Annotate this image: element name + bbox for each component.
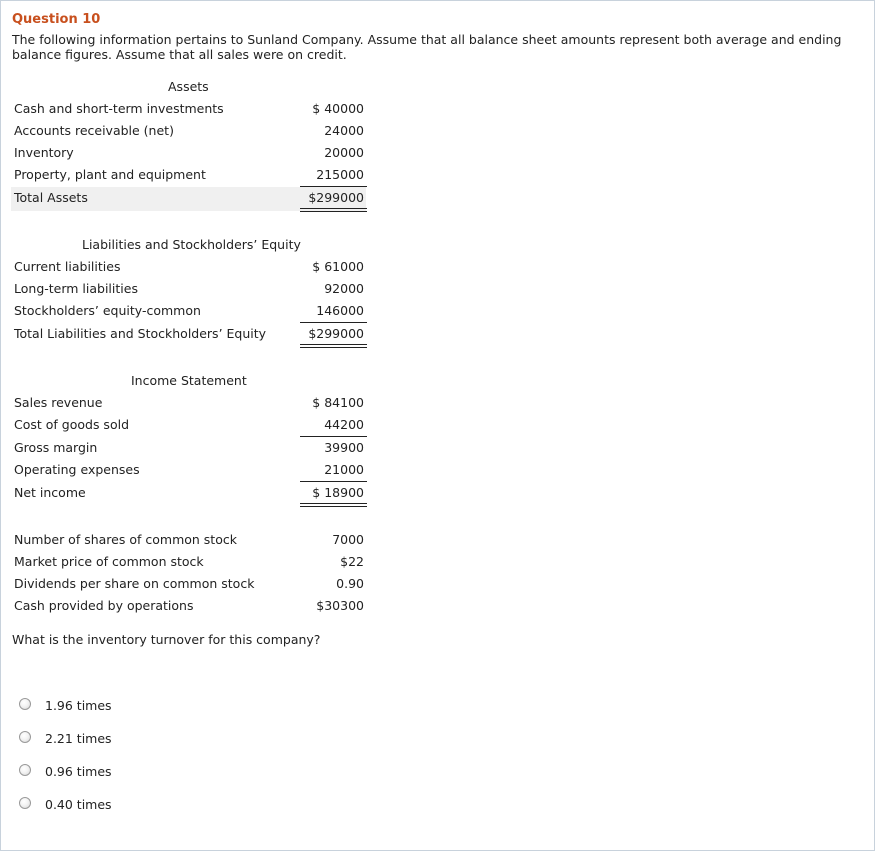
option-radio[interactable] [19, 698, 31, 710]
other-row-label: Dividends per share on common stock [14, 576, 255, 591]
total-double-rule [300, 503, 367, 507]
assets-row-label: Accounts receivable (net) [14, 123, 174, 138]
other-row-label: Market price of common stock [14, 554, 204, 569]
assets-row-label: Cash and short-term investments [14, 101, 224, 116]
liabilities-row-value: 92000 [324, 281, 364, 296]
subtotal-rule [300, 322, 367, 323]
income-row-value: $ 84100 [312, 395, 364, 410]
liabilities-row-label: Current liabilities [14, 259, 121, 274]
assets-row-value: 215000 [316, 167, 364, 182]
total-double-rule [300, 344, 367, 348]
assets-row-value: 20000 [324, 145, 364, 160]
question-prompt: What is the inventory turnover for this company? [12, 632, 321, 647]
income-header: Income Statement [131, 373, 247, 388]
liabilities-row-value: 146000 [316, 303, 364, 318]
question-intro: The following information pertains to Sunland Company. Assume that all balance sheet amounts represent both average and ending balance figures. Assume that all sales were on credit. [12, 32, 842, 62]
question-title: Question 10 [12, 12, 101, 27]
other-row-value: 0.90 [336, 576, 364, 591]
liabilities-row-label: Long-term liabilities [14, 281, 138, 296]
subtotal-rule [300, 481, 367, 482]
option-radio[interactable] [19, 731, 31, 743]
option-radio[interactable] [19, 764, 31, 776]
income-row-label: Cost of goods sold [14, 417, 130, 432]
total-liabilities-label: Total Liabilities and Stockholders’ Equity [14, 326, 267, 341]
assets-row-value: 24000 [324, 123, 364, 138]
other-row-label: Number of shares of common stock [14, 532, 237, 547]
liabilities-row-label: Stockholders’ equity-common [14, 303, 201, 318]
option-label[interactable]: 1.96 times [45, 698, 112, 713]
income-row-value: 39900 [324, 440, 364, 455]
assets-row-value: $ 40000 [312, 101, 364, 116]
other-row-value: 7000 [332, 532, 364, 547]
liabilities-row-value: $ 61000 [312, 259, 364, 274]
total-liabilities-value: $299000 [308, 326, 364, 341]
net-income-label: Net income [14, 485, 86, 500]
income-row-label: Operating expenses [14, 462, 140, 477]
option-radio[interactable] [19, 797, 31, 809]
other-row-value: $22 [340, 554, 364, 569]
total-assets-label: Total Assets [14, 190, 88, 205]
other-row-value: $30300 [316, 598, 364, 613]
other-row-label: Cash provided by operations [14, 598, 194, 613]
income-row-value: 21000 [324, 462, 364, 477]
option-label[interactable]: 0.40 times [45, 797, 112, 812]
subtotal-rule [300, 186, 367, 187]
total-double-rule [300, 208, 367, 212]
income-row-label: Gross margin [14, 440, 98, 455]
liabilities-header: Liabilities and Stockholders’ Equity [82, 237, 301, 252]
assets-header: Assets [168, 79, 209, 94]
assets-row-label: Property, plant and equipment [14, 167, 206, 182]
option-label[interactable]: 0.96 times [45, 764, 112, 779]
income-row-value: 44200 [324, 417, 364, 432]
total-assets-value: $299000 [308, 190, 364, 205]
subtotal-rule [300, 436, 367, 437]
assets-row-label: Inventory [14, 145, 74, 160]
net-income-value: $ 18900 [312, 485, 364, 500]
option-label[interactable]: 2.21 times [45, 731, 112, 746]
income-row-label: Sales revenue [14, 395, 103, 410]
